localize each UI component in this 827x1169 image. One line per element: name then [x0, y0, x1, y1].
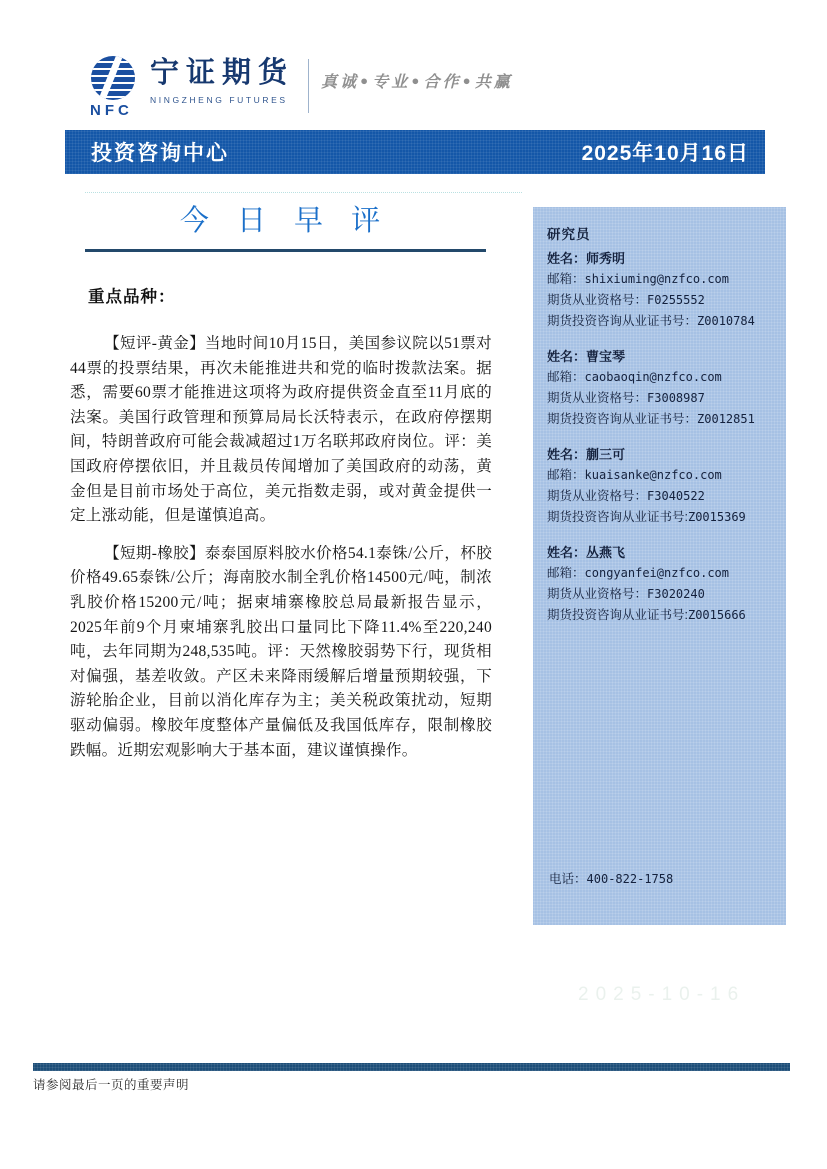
- researcher-card: [547, 248, 772, 332]
- researcher-email: 邮箱：caobaoqin@nzfco.com: [547, 370, 722, 384]
- commentary-body: [70, 332, 492, 776]
- dotted-divider: [85, 192, 522, 193]
- researcher-name: 姓名：曹宝琴: [547, 349, 626, 364]
- researcher-advisory-cert: 期货投资咨询从业证书号：Z0012851: [547, 412, 755, 426]
- rubber-comment-paragraph: 【短期-橡胶】泰泰国原料胶水价格54.1泰铢/公斤，杯胶价格49.65泰铢/公斤；海南胶水制全乳价格14500元/吨，制浓乳胶价格15200元/吨；据柬埔寨橡胶总局最新报告显示，2025年前9个月柬埔寨乳胶出口量同比下降11.4%至220,240吨，去年同期为248,535吨。评：天然橡胶弱势下行，现货相对偏强，基差收敛。产区未来降雨缓解后增量预期较强，下游轮胎企业，目前以消化库存为主；美关税政策扰动，短期驱动偏弱。橡胶年度整体产量偏低及我国低库存，限制橡胶跌幅。近期宏观影响大于基本面，建议谨慎操作。: [70, 544, 492, 759]
- researcher-qualification: 期货从业资格号：F3040522: [547, 489, 705, 503]
- company-name-en: NINGZHENG FUTURES: [150, 95, 288, 106]
- researcher-panel: [533, 207, 786, 925]
- researcher-card: [547, 346, 772, 430]
- brand-names: [150, 55, 294, 105]
- contact-phone: 电话：400-822-1758: [549, 872, 674, 886]
- researcher-card: [547, 542, 772, 626]
- researcher-advisory-cert: 期货投资咨询从业证书号:Z0015369: [547, 510, 746, 524]
- department-title: 投资咨询中心: [91, 142, 229, 165]
- researcher-name: 姓名：蒯三可: [547, 447, 626, 462]
- researcher-email: 邮箱：kuaisanke@nzfco.com: [547, 468, 722, 482]
- researcher-email: 邮箱：congyanfei@nzfco.com: [547, 566, 730, 580]
- page-title: 今 日 早 评: [179, 205, 391, 237]
- brand-header: [90, 55, 513, 119]
- researcher-advisory-cert: 期货投资咨询从业证书号:Z0015666: [547, 608, 746, 622]
- researcher-name: 姓名：师秀明: [547, 251, 626, 266]
- researcher-email: 邮箱：shixiuming@nzfco.com: [547, 272, 730, 286]
- gold-comment-paragraph: 【短评-黄金】当地时间10月15日，美国参议院以51票对44票的投票结果，再次未能推进共和党的临时拨款法案。据悉，需要60票才能推进这项将为政府提供资金直至11月底的法案。美国行政管理和预算局局长沃特表示，在政府停摆期间，特朗普政府可能会裁减超过1万名联邦政府岗位。评：美国政府停摆依旧，并且裁员传闻增加了美国政府的动荡，黄金但是目前市场处于高位，美元指数走弱，或对黄金提供一定上涨动能，但是谨慎追高。: [70, 335, 492, 525]
- researcher-qualification: 期货从业资格号：F3008987: [547, 391, 705, 405]
- researcher-card: [547, 444, 772, 528]
- logo-nfc-text: NFC: [90, 102, 133, 119]
- researcher-advisory-cert: 期货投资咨询从业证书号：Z0010784: [547, 314, 755, 328]
- researcher-qualification: 期货从业资格号：F0255552: [547, 293, 705, 307]
- brand-divider: [308, 59, 309, 113]
- company-logo: [90, 55, 140, 119]
- researcher-qualification: 期货从业资格号：F3020240: [547, 587, 705, 601]
- researcher-heading: 研究员: [547, 227, 591, 242]
- department-bar: [65, 130, 765, 174]
- report-date: 2025年10月16日: [581, 142, 749, 165]
- footer-disclaimer: 请参阅最后一页的重要声明: [33, 1078, 190, 1092]
- company-slogan: 真诚•专业•合作•共赢: [321, 72, 513, 91]
- faint-watermark: 2025-10-16: [578, 984, 746, 1005]
- section-heading: 重点品种：: [88, 288, 176, 306]
- globe-icon: [90, 55, 136, 101]
- footer-rule: [33, 1063, 790, 1071]
- company-name-cn: 宁证期货: [150, 57, 295, 89]
- researcher-name: 姓名：丛燕飞: [547, 545, 626, 560]
- title-underline: [85, 249, 486, 252]
